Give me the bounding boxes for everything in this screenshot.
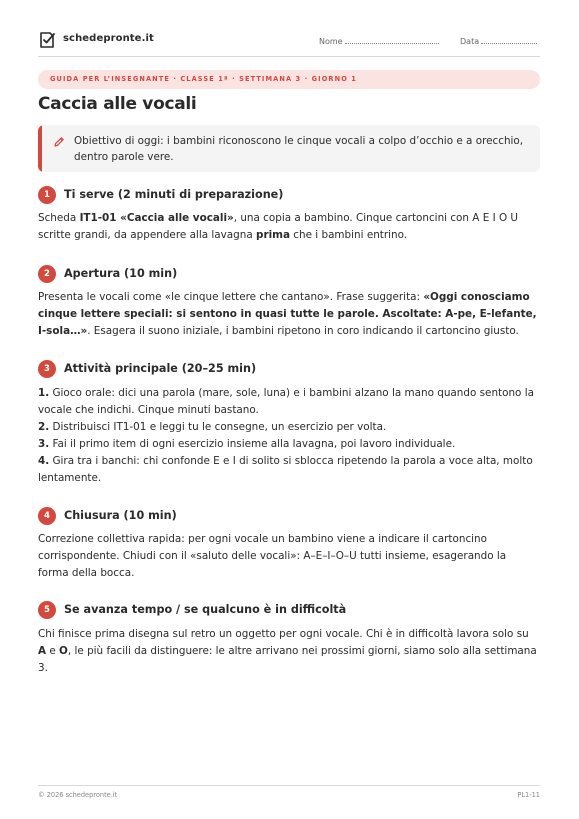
section-title: Apertura (10 min): [64, 267, 178, 280]
ribbon-text: GUIDA PER L’INSEGNANTE · CLASSE 1ª · SETTIMANA 3 · GIORNO 1: [50, 75, 357, 83]
section-title: Chiusura (10 min): [64, 509, 177, 522]
checkbox-logo-icon: [38, 30, 56, 50]
name-blank: [345, 35, 439, 44]
footer-copyright: © 2026 schedepronte.it: [38, 791, 118, 799]
text-run: , le più facili da distinguere: le altre arrivano nei prossimi giorni, siamo solo alla settimana 3.: [38, 645, 537, 674]
callout-accent-bar: [38, 125, 42, 172]
section-number-badge: 5: [38, 601, 56, 619]
body-paragraph: [38, 626, 540, 677]
text-run: Scheda: [38, 212, 80, 224]
bold-text: A: [38, 645, 47, 657]
body-paragraph: [38, 419, 540, 436]
bold-text: O: [59, 645, 68, 657]
body-paragraph: [38, 453, 540, 487]
bold-text: 1.: [38, 387, 50, 399]
objective-callout: [38, 125, 540, 172]
footer-divider: [38, 785, 540, 786]
bold-text: IT1-01 «Caccia alle vocali»: [79, 212, 234, 224]
bold-text: 4.: [38, 455, 50, 467]
guide-ribbon: [38, 70, 540, 89]
body-paragraph: [38, 531, 540, 582]
section-title: Ti serve (2 minuti di preparazione): [64, 188, 284, 201]
section-body: [38, 210, 540, 244]
text-run: Gira tra i banchi: chi confonde E e I di solito si sblocca ripetendo la parola a voce alta, molto lentamente.: [38, 455, 533, 484]
section-number-badge: 4: [38, 507, 56, 525]
text-run: Fai il primo item di ogni esercizio insieme alla lavagna, poi lavoro individuale.: [49, 438, 456, 450]
text-run: . Esagera il suono iniziale, i bambini ripetono in coro indicando il cartoncino giusto.: [87, 325, 519, 337]
bold-text: prima: [256, 229, 290, 241]
date-blank: [481, 35, 537, 44]
body-paragraph: [38, 385, 540, 419]
worksheet-page: [38, 0, 540, 819]
text-run: che i bambini entrino.: [289, 229, 408, 241]
bold-text: «Oggi conosciamo cinque lettere speciali: si sentono in quasi tutte le parole. Ascoltate: A-pe, E-lefante, I-sola…»: [38, 291, 537, 337]
pencil-icon: [53, 136, 65, 148]
bold-text: 3.: [38, 438, 50, 450]
body-paragraph: [38, 436, 540, 453]
section-body: [38, 531, 540, 582]
section-number-badge: 2: [38, 265, 56, 283]
date-label: Data: [460, 37, 480, 46]
bold-text: 2.: [38, 421, 50, 433]
text-run: Gioco orale: dici una parola (mare, sole, luna) e i bambini alzano la mano quando sentono la vocale che indichi. Cinque minuti bastano.: [38, 387, 534, 416]
section-body: [38, 626, 540, 677]
brand-name: schedepronte.it: [63, 33, 154, 44]
section-body: [38, 385, 540, 487]
name-label: Nome: [319, 37, 343, 46]
text-run: Presenta le vocali come «le cinque lettere che cantano». Frase suggerita:: [38, 291, 424, 303]
section-title: Attività principale (20–25 min): [64, 362, 257, 375]
section-number-badge: 3: [38, 360, 56, 378]
section-title: Se avanza tempo / se qualcuno è in difficoltà: [64, 603, 347, 616]
page-title: Caccia alle vocali: [38, 94, 197, 114]
text-run: , una copia a bambino. Cinque cartoncini con A E I O U scritte grandi, da appendere alla lavagna: [38, 212, 519, 241]
page-header: [38, 30, 540, 54]
text-run: e: [46, 645, 60, 657]
date-field: [460, 35, 537, 46]
header-divider: [38, 56, 540, 57]
section-number-badge: 1: [38, 186, 56, 204]
footer-code: PL1-11: [517, 791, 540, 799]
body-paragraph: [38, 289, 540, 340]
text-run: Chi finisce prima disegna sul retro un oggetto per ogni vocale. Chi è in difficoltà lavora solo su: [38, 628, 529, 640]
section-body: [38, 289, 540, 340]
text-run: Correzione collettiva rapida: per ogni vocale un bambino viene a indicare il cartoncino corrispondente. Chiudi con il «saluto delle vocali»: A–E–I–O–U tutti insieme, esagerando la forma della bocca.: [38, 533, 507, 579]
body-paragraph: [38, 210, 540, 244]
text-run: Distribuisci IT1-01 e leggi tu le consegne, un esercizio per volta.: [49, 421, 387, 433]
name-field: [319, 35, 439, 46]
objective-text: Obiettivo di oggi: i bambini riconoscono le cinque vocali a colpo d’occhio e a orecchio, dentro parole vere.: [74, 135, 524, 163]
